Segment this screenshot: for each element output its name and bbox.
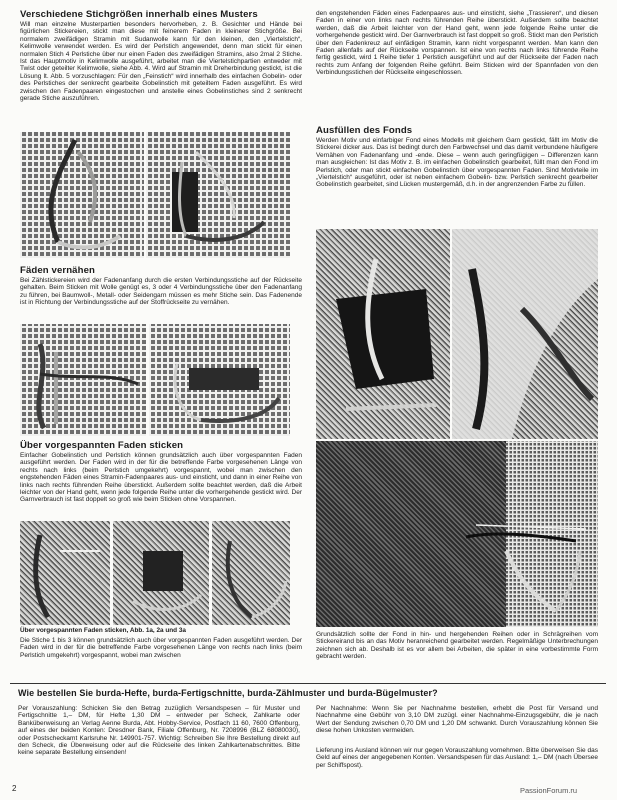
section-body-fonds-2: Grundsätzlich sollte der Fond in hin- und hergehenden Reihen oder in Schrägreihen vom Stickereirand bis an das Motiv heranreichend gearbeitet werden. Regelmäßige Unterbrechungen zeichnen sich ab. Deshalb ist es vor allem bei Arbeiten, die später in eine vorbestimmte Form gebracht werden. (316, 631, 598, 661)
footer-prepayment: Per Vorauszahlung: Schicken Sie den Betrag zuzüglich Versandspesen – für Muster und Fertigschnitte 1,– DM, für Hefte 1,30 DM – entweder per Scheck, Zahlkarte oder Banküberweisung an Verlag Aenne Burda, Abt. Hobby-Service, Postfach 11 60, 7600 Offenburg, auf eines der beiden Konten: Dresdner Bank, Filiale Offenburg, Nr. 7208996 (BLZ 68080030), oder Postscheckamt Karlsruhe Nr. 149901-757. Wichtig: Schreiben Sie Ihre Bestellung direkt auf den Scheck, die Überweisung oder auf die Rückseite des linken Zahlkartenabschnittes. Bitte keine separate Bestellung einsenden! (18, 705, 300, 757)
section-body-stitch-sizes: Will man einzelne Musterpartien besonders hervorheben, z. B. Gesichter und Hände bei figürlichen Stickereien, stickt man diese mit feinerem Faden in kleinerer Stichgröße. Bei normalem zweifädigen Stramin mit Sudanwolle kann für den kleinen, den „Viertelstich“, Kelimwolle verwendet werden. Es wird der Perlstich angewendet, denn man stickt für einen normalen Stich 4 Perlstiche über nur einen Faden des zweifädigen Stramins, also 2mal 2 Stiche. Ist das Hauptmotiv in Kelimwolle ausgeführt, arbeitet man die Viertelstichpartien entweder mit Twist oder geteilter Kelimwolle, siehe Abb. 4. Wird auf Stramin mit Dreherbindung gestickt, ist die Lösung lt. Abb. 5 vorzuschlagen: Für den „Feinstich“ wird innerhalb des einfachen Gobelin- oder des Perlstiches der senkrecht gearbeite Gobelinstich mit geteiltem Faden ausgeführt. Es wird zwischen den Fadenpaaren eingestochen und anstelle eines Gobelinstiches sind 2 senkrecht gerade Stiche auszuführen. (20, 21, 302, 103)
section-heading-fonds: Ausfüllen des Fonds (316, 125, 413, 136)
photo-fonds-2 (452, 229, 598, 439)
section-body-fonds: Werden Motiv und einfarbiger Fond eines Modells mit gleichem Garn gestickt, fällt im Motiv die Stickerei dicker aus. Das ist bedingt durch den Farbwechsel und das damit verbundene häufigere Vernähen von Fadenanfang und -ende. Diese – wenn auch geringfügigen – Differenzen kann man ausgleichen: Ist das Motiv z. B. im einfachen Gobelinstich gearbeitet, füllt man den Fond im Perlstich, oder man stickt einfachen Gobelinstich über vorgespannten Faden. Sind Motivteile im „Viertelstich“ ausgeführt, oder ist neben einfachem Gobelin- bzw. Perlstich senkrecht gearbeiter Gobelinstich gearbeitet, sind Lücken mustergemäß, d.h. in der angrenzenden Farbe zu füllen. (316, 137, 598, 189)
stitch-illustration-4 (149, 324, 290, 436)
photo-abb-5 (146, 132, 290, 258)
section-body-faeden-vernaehen: Bei Zählstickereien wird der Fadenanfang durch die ersten Verbindungsstiche auf der Rückseite gehalten. Beim Sticken mit Wolle genügt es, 3 oder 4 Verbindungsstiche über den Fadenanfang zu führen, bei Baumwoll-, Metall- oder Seidengarn müssen es mehr Stiche sein. Das Fadenende ist in Richtung der Verbindungsstiche auf der Stoffrückseite zu vernähen. (20, 277, 302, 307)
section-body-vorgespannt-2: Die Stiche 1 bis 3 können grundsätzlich auch über vorgespannten Faden ausgeführt werden. Der Faden wird in der für die betreffende Farbe vorgesehenen Länge von rechts nach links (beim Perlstich umgekehrt) vorgespannt, wobei man zwischen (20, 637, 302, 659)
stitch-illustration-2 (146, 132, 290, 258)
page-number: 2 (12, 784, 17, 793)
section-heading-stitch-sizes: Verschiedene Stichgrößen innerhalb eines Musters (20, 9, 258, 20)
footer-foreign-delivery: Lieferung ins Ausland können wir nur gegen Vorauszahlung vornehmen. Bitte überweisen Sie das Geld auf eines der angegebenen Konten. Versandspesen für das Ausland: 1,– DM (nach Übersee per Schiffspost). (316, 747, 598, 769)
continued-text: den engstehenden Fäden eines Fadenpaares aus- und einsticht, siehe „Trassieren“, und diesen Faden in einer von links nach rechts führenden Reihe überstickt. Außerdem sollte beachtet werden, daß die Arbeit leichter von der Hand geht, wenn jede folgende Reihe unter die vorhergehende gestickt wird. Der Garnverbrauch ist fast doppelt so groß. Stickt man den Perlstich über den Fadenkreuz auf einfädigen Stramin, kann nicht vorgespannt werden. Man kann den Faden allenfalls auf der Rückseite vorspannen. Ist eine von rechts nach links führende Reihe fertig gestickt, wird 1 Reihe tiefer 1 Perlstich ausgeführt und auf der Rückseite der Faden nach rechts zum Anfang der folgenden Reihe geführt. Beim Sticken wird der Spannfaden von den Verbindungsstichen der Rückseite eingeschlossen. (316, 10, 598, 77)
stitch-illustration-1 (20, 132, 144, 258)
photo-abb-4 (20, 132, 144, 258)
stitch-illustration-10 (316, 441, 598, 627)
footer-order-info (10, 688, 606, 790)
stitch-illustration-5 (20, 521, 110, 625)
section-heading-faeden-vernaehen: Fäden vernähen (20, 265, 95, 276)
footer-heading: Wie bestellen Sie burda-Hefte, burda-Fertigschnitte, burda-Zählmuster und burda-Bügelmuster? (18, 688, 438, 698)
photo-faeden-2 (149, 324, 290, 436)
watermark: PassionForum.ru (520, 786, 578, 795)
stitch-illustration-9 (452, 229, 598, 439)
stitch-illustration-8 (316, 229, 450, 439)
photo-abb-1a (20, 521, 110, 625)
stitch-illustration-3 (20, 324, 146, 436)
photo-faeden-1 (20, 324, 146, 436)
footer-cash-on-delivery: Per Nachnahme: Wenn Sie per Nachnahme bestellen, erhebt die Post für Versand und Nachnahme eine Gebühr von 3,10 DM zuzügl. einer Nachnahme-Einzugsgebühr, die je nach Wert der Sendung zwischen 0,70 DM und 1,20 DM schwankt. Durch Vorauszahlung können Sie diese hohen Unkosten vermeiden. (316, 705, 598, 735)
photo-fonds-3 (316, 441, 598, 627)
figure-caption: Über vorgespannten Faden sticken, Abb. 1a, 2a und 3a (20, 627, 186, 634)
footer-divider (10, 683, 606, 684)
stitch-illustration-7 (212, 521, 290, 625)
section-body-vorgespannt: Einfacher Gobelinstich und Perlstich können grundsätzlich auch über vorgespannten Faden ausgeführt werden. Der Faden wird in der für die betreffende Farbe vorgesehenen Länge von rechts nach links (beim Perlstich umgekehrt) vorgespannt, wobei man zwischen den engstehenden Fäden eines Stramin-Fadenpaares aus- und einsticht, und dann in einer Reihe von links nach rechts führenden Reihe überstickt. Außerdem sollte beachtet werden, daß die Arbeit leichter von der Hand geht, wenn jede folgende Reihe unter die vorhergehende gestickt wird. Der Garnverbrauch ist fast doppelt so groß wie beim Sticken ohne Vorspannen. (20, 452, 302, 504)
photo-abb-2a (113, 521, 209, 625)
photo-fonds-1 (316, 229, 450, 439)
photo-abb-3a (212, 521, 290, 625)
section-heading-vorgespannt: Über vorgespannten Faden sticken (20, 440, 184, 451)
stitch-illustration-6 (113, 521, 209, 625)
